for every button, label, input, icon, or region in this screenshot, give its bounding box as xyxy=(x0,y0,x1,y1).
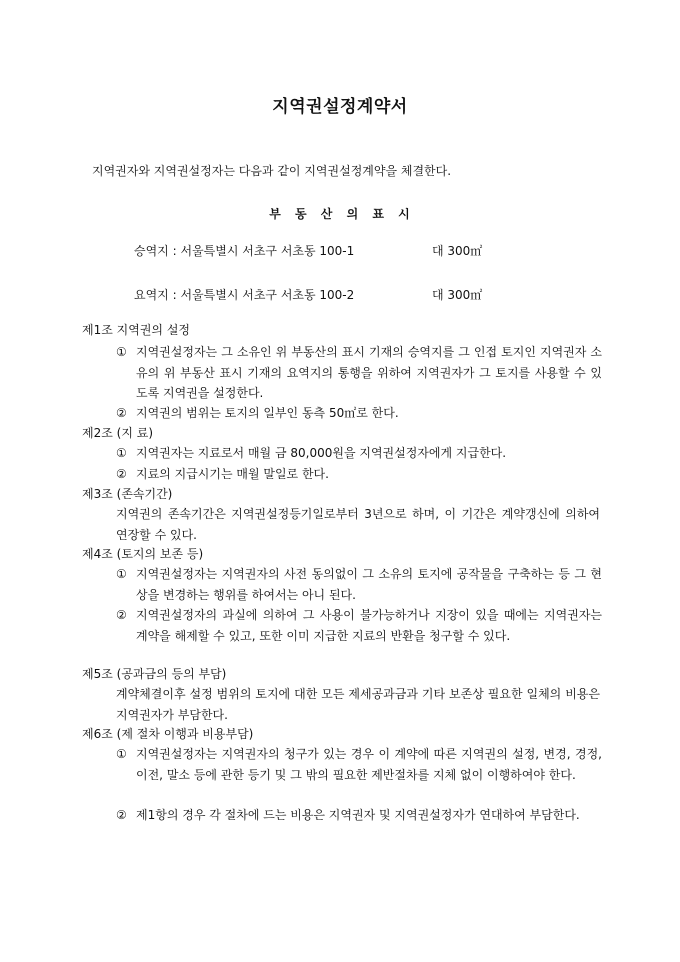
item-text: 제1항의 경우 각 절차에 드는 비용은 지역권자 및 지역권설정자가 연대하여 부담한다. xyxy=(136,808,580,822)
item-text: 지료의 지급시기는 매월 말일로 한다. xyxy=(136,467,329,481)
dominant-land-area: 대 300㎡ xyxy=(432,288,483,302)
item-number: ② xyxy=(116,608,127,622)
document-title: 지역권설정계약서 xyxy=(272,97,408,117)
dominant-land-label: 요역지 : 서울특별시 서초구 서초동 100-2 xyxy=(134,288,355,302)
article-2-heading: 제2조 (지 료) xyxy=(82,426,153,440)
article-1-item-1 xyxy=(116,342,602,404)
property-heading: 부 동 산 의 표 시 xyxy=(269,207,411,221)
servient-land-label: 승역지 : 서울특별시 서초구 서초동 100-1 xyxy=(134,244,355,258)
dominant-land-row xyxy=(134,286,483,303)
item-text: 지역권설정자는 그 소유인 위 부동산의 표시 기재의 승역지를 그 인접 토지인 지역권자 소유의 위 부동산 표시 기재의 요역지의 통행을 위하여 지역권자가 그 토지를 사용할 수 있도록 지역권을 설정한다. xyxy=(136,345,602,400)
article-1-item-2 xyxy=(116,403,602,424)
item-number: ① xyxy=(116,747,127,761)
item-text: 지역권의 범위는 토지의 일부인 동측 50㎡로 한다. xyxy=(136,406,399,420)
intro-sentence: 지역권자와 지역권설정자는 다음과 같이 지역권설정계약을 체결한다. xyxy=(92,164,452,178)
item-number: ② xyxy=(116,406,127,420)
article-5-text: 계약체결이후 설정 범위의 토지에 대한 모든 제세공과금과 기타 보존상 필요한 일체의 비용은 지역권자가 부담한다. xyxy=(116,687,600,722)
article-2-item-1 xyxy=(116,443,602,464)
item-number: ② xyxy=(116,808,127,822)
item-text: 지역권자는 지료로서 매월 금 80,000원을 지역권설정자에게 지급한다. xyxy=(136,446,507,460)
article-3-heading: 제3조 (존속기간) xyxy=(82,487,173,501)
item-number: ① xyxy=(116,567,127,581)
article-4-item-1 xyxy=(116,564,602,605)
item-number: ② xyxy=(116,467,127,481)
item-number: ① xyxy=(116,345,127,359)
item-text: 지역권설정자는 지역권자의 사전 동의없이 그 소유의 토지에 공작물을 구축하는 등 그 현상을 변경하는 행위를 하여서는 아니 된다. xyxy=(136,567,602,602)
article-1-heading: 제1조 지역권의 설정 xyxy=(82,323,191,337)
item-text: 지역권설정자는 지역권자의 청구가 있는 경우 이 계약에 따른 지역권의 설정, 변경, 경정, 이전, 말소 등에 관한 등기 및 그 밖의 필요한 제반절차를 지체 없이 이행하여야 한다. xyxy=(136,747,602,782)
servient-land-row xyxy=(134,242,483,259)
article-3-text: 지역권의 존속기간은 지역권설정등기일로부터 3년으로 하며, 이 기간은 계약갱신에 의하여 연장할 수 있다. xyxy=(116,507,600,542)
item-number: ① xyxy=(116,446,127,460)
article-4-item-2 xyxy=(116,605,602,646)
article-4-heading: 제4조 (토지의 보존 등) xyxy=(82,547,204,561)
article-6-heading: 제6조 (제 절차 이행과 비용부담) xyxy=(82,727,254,741)
article-2-item-2 xyxy=(116,464,602,485)
item-text: 지역권설정자의 과실에 의하여 그 사용이 불가능하거나 지장이 있을 때에는 지역권자는 계약을 해제할 수 있고, 또한 이미 지급한 지료의 반환을 청구할 수 있다. xyxy=(136,608,602,643)
article-6-item-1 xyxy=(116,744,602,785)
servient-land-area: 대 300㎡ xyxy=(432,244,483,258)
article-5-heading: 제5조 (공과금의 등의 부담) xyxy=(82,667,227,681)
article-6-item-2 xyxy=(116,805,602,826)
